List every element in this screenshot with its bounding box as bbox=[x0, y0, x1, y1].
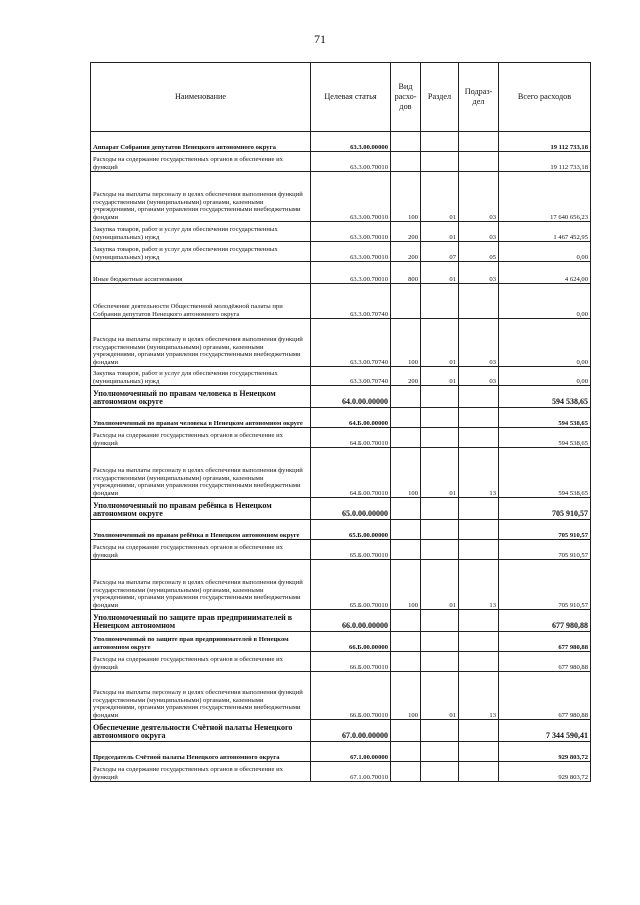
cell-subsection: 03 bbox=[459, 262, 499, 284]
cell-target-article: 64.Б.00.70010 bbox=[311, 428, 391, 448]
cell-section: 01 bbox=[421, 222, 459, 242]
header-subsection: Подраз- дел bbox=[459, 63, 499, 132]
cell-subsection: 13 bbox=[459, 672, 499, 720]
table-row bbox=[91, 172, 591, 222]
cell-section bbox=[421, 284, 459, 319]
cell-name: Расходы на выплаты персоналу в целях обеспечения выполнения функций государственными (муниципальными) органами, казенными учреждениями, органами управления государственными внебюджетными фондами bbox=[91, 448, 311, 498]
table-row bbox=[91, 386, 591, 408]
cell-target-article: 65.Б.00.00000 bbox=[311, 520, 391, 540]
cell-subsection bbox=[459, 632, 499, 652]
cell-target-article: 67.1.00.00000 bbox=[311, 742, 391, 762]
cell-name: Закупка товаров, работ и услуг для обеспечения государственных (муниципальных) нужд bbox=[91, 242, 311, 262]
cell-target-article: 63.3.00.70740 bbox=[311, 367, 391, 386]
cell-name: Обеспечение деятельности Общественной молодёжной палаты при Собрании депутатов Ненецкого автономного округа bbox=[91, 284, 311, 319]
cell-name: Расходы на содержание государственных органов и обеспечение их функций bbox=[91, 652, 311, 672]
cell-subsection: 05 bbox=[459, 242, 499, 262]
cell-target-article: 67.0.00.00000 bbox=[311, 720, 391, 742]
cell-total: 594 538,65 bbox=[499, 428, 591, 448]
cell-subsection bbox=[459, 386, 499, 408]
cell-total: 594 538,65 bbox=[499, 386, 591, 408]
cell-total: 677 980,88 bbox=[499, 672, 591, 720]
cell-total: 0,00 bbox=[499, 367, 591, 386]
cell-target-article: 64.Б.00.70010 bbox=[311, 448, 391, 498]
cell-target-article: 63.3.00.70010 bbox=[311, 262, 391, 284]
table-row bbox=[91, 652, 591, 672]
cell-section: 07 bbox=[421, 242, 459, 262]
cell-expense-type bbox=[391, 540, 421, 560]
cell-section: 01 bbox=[421, 262, 459, 284]
cell-target-article: 63.3.00.00000 bbox=[311, 132, 391, 152]
cell-target-article: 66.Б.00.70010 bbox=[311, 672, 391, 720]
cell-expense-type bbox=[391, 720, 421, 742]
cell-name: Расходы на выплаты персоналу в целях обеспечения выполнения функций государственными (муниципальными) органами, казенными учреждениями, органами управления государственными внебюджетными фондами bbox=[91, 172, 311, 222]
table-header-row bbox=[91, 63, 591, 132]
cell-subsection: 03 bbox=[459, 319, 499, 367]
cell-total: 705 910,57 bbox=[499, 498, 591, 520]
cell-name: Председатель Счётной палаты Ненецкого автономного округа bbox=[91, 742, 311, 762]
cell-total: 7 344 590,41 bbox=[499, 720, 591, 742]
table-row bbox=[91, 448, 591, 498]
cell-target-article: 63.3.00.70010 bbox=[311, 222, 391, 242]
table-row bbox=[91, 610, 591, 632]
cell-subsection bbox=[459, 742, 499, 762]
cell-expense-type: 800 bbox=[391, 262, 421, 284]
cell-target-article: 63.3.00.70010 bbox=[311, 172, 391, 222]
cell-expense-type: 100 bbox=[391, 448, 421, 498]
cell-subsection bbox=[459, 652, 499, 672]
cell-name: Аппарат Собрания депутатов Ненецкого автономного округа bbox=[91, 132, 311, 152]
cell-section bbox=[421, 408, 459, 428]
cell-section: 01 bbox=[421, 560, 459, 610]
cell-section: 01 bbox=[421, 448, 459, 498]
cell-target-article: 63.3.00.70010 bbox=[311, 242, 391, 262]
table-row bbox=[91, 152, 591, 172]
header-section: Раздел bbox=[421, 63, 459, 132]
cell-section bbox=[421, 520, 459, 540]
cell-total: 677 980,88 bbox=[499, 632, 591, 652]
cell-name: Уполномоченный по защите прав предпринимателей в Ненецком автономном округе bbox=[91, 632, 311, 652]
cell-target-article: 63.3.00.70740 bbox=[311, 284, 391, 319]
cell-expense-type: 200 bbox=[391, 242, 421, 262]
table-row bbox=[91, 672, 591, 720]
cell-section: 01 bbox=[421, 319, 459, 367]
table-row bbox=[91, 540, 591, 560]
table-row bbox=[91, 520, 591, 540]
cell-target-article: 64.0.00.00000 bbox=[311, 386, 391, 408]
cell-subsection bbox=[459, 720, 499, 742]
cell-expense-type: 100 bbox=[391, 672, 421, 720]
cell-name: Расходы на выплаты персоналу в целях обеспечения выполнения функций государственными (муниципальными) органами, казенными учреждениями, органами управления государственными внебюджетными фондами bbox=[91, 560, 311, 610]
cell-section: 01 bbox=[421, 367, 459, 386]
cell-total: 929 803,72 bbox=[499, 742, 591, 762]
cell-total: 929 803,72 bbox=[499, 762, 591, 782]
table-row bbox=[91, 762, 591, 782]
cell-section bbox=[421, 132, 459, 152]
cell-total: 1 467 452,95 bbox=[499, 222, 591, 242]
cell-section bbox=[421, 742, 459, 762]
cell-expense-type bbox=[391, 498, 421, 520]
budget-table bbox=[90, 62, 591, 782]
cell-section bbox=[421, 720, 459, 742]
cell-expense-type bbox=[391, 386, 421, 408]
table-row bbox=[91, 742, 591, 762]
cell-name: Уполномоченный по правам ребёнка в Ненецком автономном округе bbox=[91, 520, 311, 540]
cell-name: Закупка товаров, работ и услуг для обеспечения государственных (муниципальных) нужд bbox=[91, 367, 311, 386]
cell-name: Уполномоченный по правам человека в Ненецком автономном округе bbox=[91, 386, 311, 408]
cell-section bbox=[421, 540, 459, 560]
cell-target-article: 63.3.00.70010 bbox=[311, 152, 391, 172]
cell-name: Расходы на содержание государственных органов и обеспечение их функций bbox=[91, 762, 311, 782]
cell-total: 0,00 bbox=[499, 319, 591, 367]
cell-subsection bbox=[459, 610, 499, 632]
cell-subsection bbox=[459, 520, 499, 540]
table-row bbox=[91, 408, 591, 428]
cell-section bbox=[421, 386, 459, 408]
cell-name: Расходы на выплаты персоналу в целях обеспечения выполнения функций государственными (муниципальными) органами, казенными учреждениями, органами управления государственными внебюджетными фондами bbox=[91, 319, 311, 367]
table-row bbox=[91, 262, 591, 284]
cell-expense-type: 200 bbox=[391, 222, 421, 242]
cell-target-article: 65.Б.00.70010 bbox=[311, 540, 391, 560]
cell-expense-type bbox=[391, 520, 421, 540]
cell-target-article: 63.3.00.70740 bbox=[311, 319, 391, 367]
cell-total: 594 538,65 bbox=[499, 448, 591, 498]
cell-subsection bbox=[459, 132, 499, 152]
cell-subsection bbox=[459, 428, 499, 448]
cell-subsection: 03 bbox=[459, 222, 499, 242]
table-row bbox=[91, 632, 591, 652]
cell-target-article: 65.0.00.00000 bbox=[311, 498, 391, 520]
cell-expense-type bbox=[391, 408, 421, 428]
cell-expense-type bbox=[391, 132, 421, 152]
table-row bbox=[91, 319, 591, 367]
cell-section bbox=[421, 652, 459, 672]
cell-subsection bbox=[459, 152, 499, 172]
cell-name: Расходы на содержание государственных органов и обеспечение их функций bbox=[91, 152, 311, 172]
cell-name: Обеспечение деятельности Счётной палаты Ненецкого автономного округа bbox=[91, 720, 311, 742]
cell-target-article: 67.1.00.70010 bbox=[311, 762, 391, 782]
cell-total: 17 640 656,23 bbox=[499, 172, 591, 222]
cell-expense-type bbox=[391, 762, 421, 782]
cell-target-article: 66.0.00.00000 bbox=[311, 610, 391, 632]
cell-section: 01 bbox=[421, 672, 459, 720]
cell-name: Уполномоченный по правам человека в Ненецком автономном округе bbox=[91, 408, 311, 428]
cell-section bbox=[421, 428, 459, 448]
cell-subsection: 13 bbox=[459, 560, 499, 610]
table-row bbox=[91, 242, 591, 262]
cell-total: 705 910,57 bbox=[499, 560, 591, 610]
header-total: Всего расходов bbox=[499, 63, 591, 132]
cell-total: 594 538,65 bbox=[499, 408, 591, 428]
cell-total: 0,00 bbox=[499, 242, 591, 262]
table-row bbox=[91, 132, 591, 152]
table-row bbox=[91, 222, 591, 242]
cell-section bbox=[421, 498, 459, 520]
cell-name: Уполномоченный по правам ребёнка в Ненецком автономном округе bbox=[91, 498, 311, 520]
cell-expense-type: 100 bbox=[391, 172, 421, 222]
header-expense-type: Вид расхо- дов bbox=[391, 63, 421, 132]
cell-expense-type bbox=[391, 632, 421, 652]
cell-total: 677 980,88 bbox=[499, 652, 591, 672]
cell-section bbox=[421, 152, 459, 172]
cell-name: Иные бюджетные ассигнования bbox=[91, 262, 311, 284]
cell-name: Расходы на выплаты персоналу в целях обеспечения выполнения функций государственными (муниципальными) органами, казенными учреждениями, органами управления государственными внебюджетными фондами bbox=[91, 672, 311, 720]
cell-subsection: 03 bbox=[459, 367, 499, 386]
cell-expense-type: 200 bbox=[391, 367, 421, 386]
cell-target-article: 66.Б.00.00000 bbox=[311, 632, 391, 652]
cell-name: Расходы на содержание государственных органов и обеспечение их функций bbox=[91, 540, 311, 560]
header-target-article: Целевая статья bbox=[311, 63, 391, 132]
cell-subsection bbox=[459, 498, 499, 520]
cell-expense-type bbox=[391, 284, 421, 319]
cell-section bbox=[421, 632, 459, 652]
cell-expense-type bbox=[391, 742, 421, 762]
cell-subsection bbox=[459, 762, 499, 782]
cell-name: Расходы на содержание государственных органов и обеспечение их функций bbox=[91, 428, 311, 448]
cell-total: 0,00 bbox=[499, 284, 591, 319]
cell-target-article: 65.Б.00.70010 bbox=[311, 560, 391, 610]
cell-subsection: 13 bbox=[459, 448, 499, 498]
cell-name: Уполномоченный по защите прав предпринимателей в Ненецком автономном bbox=[91, 610, 311, 632]
cell-subsection bbox=[459, 408, 499, 428]
cell-subsection bbox=[459, 540, 499, 560]
cell-expense-type: 100 bbox=[391, 319, 421, 367]
cell-total: 19 112 733,18 bbox=[499, 132, 591, 152]
cell-target-article: 66.Б.00.70010 bbox=[311, 652, 391, 672]
cell-name: Закупка товаров, работ и услуг для обеспечения государственных (муниципальных) нужд bbox=[91, 222, 311, 242]
cell-expense-type: 100 bbox=[391, 560, 421, 610]
cell-expense-type bbox=[391, 152, 421, 172]
table-row bbox=[91, 284, 591, 319]
cell-total: 705 910,57 bbox=[499, 520, 591, 540]
table-row bbox=[91, 428, 591, 448]
cell-expense-type bbox=[391, 428, 421, 448]
cell-expense-type bbox=[391, 652, 421, 672]
cell-total: 705 910,57 bbox=[499, 540, 591, 560]
cell-total: 677 980,88 bbox=[499, 610, 591, 632]
table-row bbox=[91, 560, 591, 610]
page-number: 71 bbox=[314, 32, 326, 46]
cell-section bbox=[421, 762, 459, 782]
header-name: Наименование bbox=[91, 63, 311, 132]
table-row bbox=[91, 367, 591, 386]
cell-subsection: 03 bbox=[459, 172, 499, 222]
cell-expense-type bbox=[391, 610, 421, 632]
cell-target-article: 64.Б.00.00000 bbox=[311, 408, 391, 428]
table-row bbox=[91, 498, 591, 520]
table-row bbox=[91, 720, 591, 742]
cell-total: 19 112 733,18 bbox=[499, 152, 591, 172]
cell-subsection bbox=[459, 284, 499, 319]
cell-total: 4 624,00 bbox=[499, 262, 591, 284]
cell-section bbox=[421, 610, 459, 632]
cell-section: 01 bbox=[421, 172, 459, 222]
